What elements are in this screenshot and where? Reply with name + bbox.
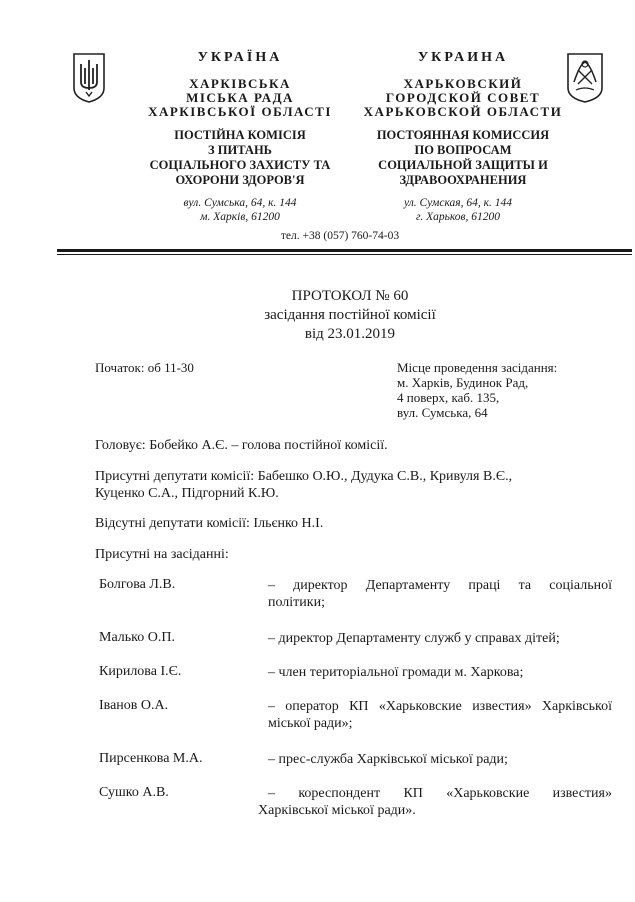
attendee-role: – директор Департаменту праці та соціальної: [268, 578, 612, 593]
header-left-address-2: м. Харків, 61200: [200, 211, 280, 223]
attendee-role: – оператор КП «Харьковские известия» Харківської: [268, 699, 612, 714]
header-rule-thick: [57, 249, 632, 252]
meeting-venue-1: Місце проведення засідання:: [397, 360, 558, 375]
attendee-name: Болгова Л.В.: [99, 577, 176, 592]
protocol-date: від 23.01.2019: [304, 326, 396, 342]
protocol-subtitle: засідання постійної комісії: [264, 307, 436, 323]
attendee-name: Пирсенкова М.А.: [99, 751, 203, 766]
header-rule-thin: [57, 254, 632, 255]
header-right-council-2: ГОРОДСКОЙ СОВЕТ: [385, 90, 541, 105]
attendee-name: Кирилова І.Є.: [99, 664, 182, 679]
ukraine-trident-icon: [72, 52, 106, 104]
header-right-council-3: ХАРЬКОВСКОЙ ОБЛАСТИ: [363, 104, 563, 119]
attendee-role: міської ради»;: [268, 716, 353, 731]
header-right-address-2: г. Харьков, 61200: [415, 211, 501, 223]
chair-line: Головує: Бобейко А.Є. – голова постійної комісії.: [95, 438, 388, 453]
header-left-address-1: вул. Сумська, 64, к. 144: [183, 197, 297, 209]
header-left-commission-1: ПОСТІЙНА КОМІСІЯ: [174, 128, 306, 142]
header-left-council-1: ХАРКІВСЬКА: [189, 76, 291, 91]
meeting-start: Початок: об 11-30: [95, 360, 194, 375]
header-right-address-1: ул. Сумская, 64, к. 144: [403, 197, 513, 209]
header-left-council-3: ХАРКІВСЬКОЇ ОБЛАСТІ: [148, 104, 332, 119]
attendee-role: – прес-служба Харківської міської ради;: [268, 752, 508, 767]
header-right-commission-2: ПО ВОПРОСАМ: [414, 143, 512, 157]
header-left-commission-4: ОХОРОНИ ЗДОРОВ'Я: [175, 173, 305, 187]
header-left-commission-3: СОЦІАЛЬНОГО ЗАХИСТУ ТА: [149, 158, 331, 172]
header-right-country: УКРАИНА: [417, 50, 509, 65]
kharkiv-coat-of-arms-icon: [566, 52, 604, 104]
meeting-venue-2: м. Харків, Будинок Рад,: [397, 375, 529, 390]
header-left-country: УКРАЇНА: [197, 50, 283, 65]
attendee-name: Сушко А.В.: [99, 785, 169, 800]
attendee-name: Іванов О.А.: [99, 698, 169, 713]
present-deputies-line-1: Присутні депутати комісії: Бабешко О.Ю., Дудука С.В., Кривуля В.Є.,: [95, 469, 513, 484]
attendee-role: – кореспондент КП «Харьковские известия»: [268, 786, 612, 801]
header-right-commission-4: ЗДРАВООХРАНЕНИЯ: [399, 173, 527, 187]
attendee-role: – член територіальної громади м. Харкова;: [268, 665, 524, 680]
attendee-name: Малько О.П.: [99, 630, 175, 645]
header-right-council-1: ХАРЬКОВСКИЙ: [403, 76, 523, 91]
header-left-commission-2: З ПИТАНЬ: [208, 143, 272, 157]
header-right-commission-3: СОЦИАЛЬНОЙ ЗАЩИТЫ И: [378, 158, 548, 172]
header-right-commission-1: ПОСТОЯННАЯ КОМИССИЯ: [376, 128, 550, 142]
attendee-role: – директор Департаменту служб у справах дітей;: [268, 631, 560, 646]
protocol-title: ПРОТОКОЛ № 60: [291, 288, 409, 304]
present-deputies-line-2: Куценко С.А., Підгорний К.Ю.: [95, 486, 279, 501]
attendees-heading: Присутні на засіданні:: [95, 547, 229, 562]
meeting-venue-3: 4 поверх, каб. 135,: [397, 390, 500, 405]
attendee-role: політики;: [268, 595, 325, 610]
attendee-role: Харківської міської ради».: [258, 803, 416, 818]
header-phone: тел. +38 (057) 760-74-03: [280, 230, 400, 242]
header-left-council-2: МІСЬКА РАДА: [186, 90, 294, 105]
meeting-venue-4: вул. Сумська, 64: [397, 405, 488, 420]
absent-deputies-line: Відсутні депутати комісії: Ільєнко Н.І.: [95, 516, 324, 531]
